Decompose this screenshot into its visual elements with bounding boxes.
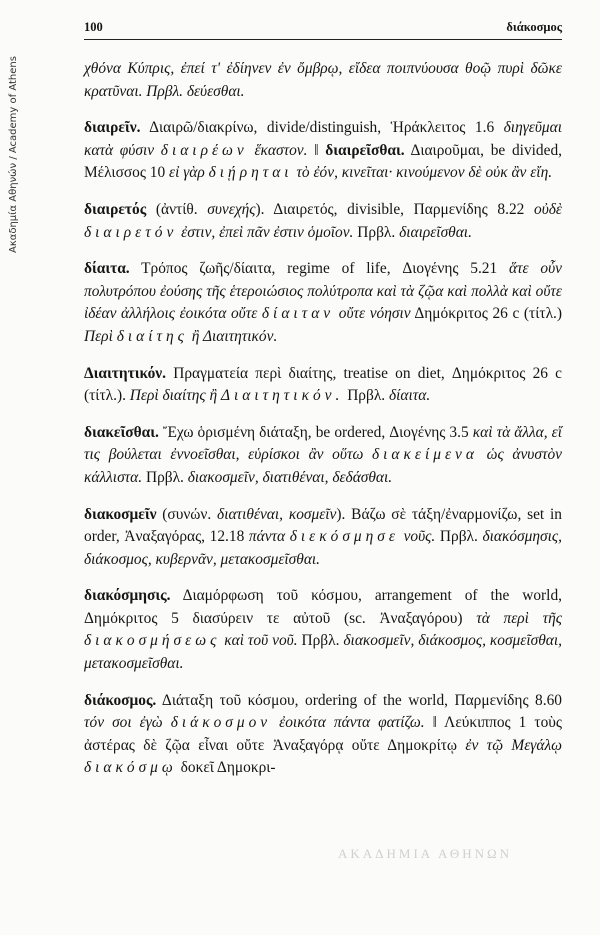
entry-text: Διαμόρφωση τοῦ κόσμου, arrangement of the world, Δημόκριτος 5 διασύρειν τε αὐτοῦ (sc. Ἀναξαγόρου) [84, 587, 562, 627]
entry-spaced-word: διαιρέων [160, 141, 248, 159]
entry-text: Διαιρῶ/διακρίνω, divide/distinguish, [140, 119, 391, 137]
entry-crossref: διακόσμησις, διάκοσμος, κυβερνᾶν, μετακοσμεῖσθαι. [84, 528, 562, 568]
entry-quote: ἅτε οὖν πολυτρόπου ἐούσης τῆς ἑτεροιώσιος πολύτροπα καὶ τὰ ζῷα καὶ πολλὰ καὶ οὔτε ἰδέαν ἀλλήλοις ἐοικότα οὔτε [84, 260, 562, 323]
entry-quote: τόν σοι ἐγὼ [84, 714, 171, 732]
entry-spaced-word: Διαιτητικόν. [220, 387, 344, 405]
continuation-text: χθόνα Κύπρις, ἐπεί τ' ἐδίηνεν ἐν ὄμβρῳ, εἴδεα ποιπνύουσα θοῷ πυρὶ δῶκε κρατῦναι. Πρβλ. δεύεσθαι. [84, 60, 562, 100]
entry-diairein [84, 117, 562, 185]
entry-text: Διάταξη τοῦ κόσμου, ordering of the world, Παρμενίδης 8.60 [156, 691, 562, 709]
entry-quote: ἐοικότα πάντα φατίζω. [271, 714, 425, 732]
entry-diakosmisis [84, 585, 562, 675]
entry-text: Ἔχω ὁρισμένη διάταξη, be ordered, Διογένης 3.5 [158, 423, 473, 441]
entry-lemma: διακεῖσθαι. [84, 423, 159, 441]
entry-spaced-word: διαίτης [116, 327, 188, 345]
entry-lemma: διακόσμησις. [84, 587, 171, 605]
entry-lemma: Διαιτητικόν. [84, 364, 167, 382]
entry-diaita [84, 258, 562, 348]
entry-crossref: διακοσμεῖν, διατιθέναι, δεδάσθαι. [187, 468, 393, 486]
academy-watermark: ΑΚΑΔΗΜΙΑ ΑΘΗΝΩΝ [338, 846, 513, 861]
entry-spaced-word: διακόσμῳ [84, 759, 177, 777]
entry-crossref: δίαιτα. [388, 387, 431, 405]
entry-lemma: διακοσμεῖν [84, 505, 157, 523]
entry-text: (συνών. [156, 505, 218, 523]
entry-quote: καὶ τὰ ἄλλα, εἴ τις βούλεται ἐννοεῖσθαι, εὑρίσκοι ἂν οὕτω [84, 423, 562, 464]
entry-text: δοκεῖ Δημοκρι- [176, 759, 276, 777]
entry-quote: διατιθέναι, κοσμεῖν [217, 505, 337, 523]
entry-quote: τὸ ἐόν, κινεῖται· κινούμενον δὲ οὐκ ἂν εἴη. [292, 164, 553, 182]
entry-lemma: διαιρετός [84, 200, 147, 218]
entry-diakosmein [84, 504, 562, 572]
entry-lemma: δίαιτα. [84, 260, 130, 278]
archive-stamp: Ακαδημία Αθηνών / Academy of Athens [8, 56, 19, 254]
entry-quote: Περὶ [84, 327, 117, 345]
entry-text: Τρόπος ζωῆς/δίαιτα, regime of life, Διογένης 5.21 [129, 260, 509, 278]
entry-quote: ἢ Διαιτητικόν. [187, 327, 278, 345]
entry-quote: Περὶ διαίτης ἢ [129, 387, 221, 405]
entry-quote: τὰ περὶ τῆς [476, 609, 563, 627]
entry-quote: οὐδὲ [534, 200, 562, 218]
entry-quote: διηγεῦμαι κατὰ φύσιν [84, 119, 562, 159]
page-content [84, 58, 562, 780]
entry-diakosmos [84, 690, 562, 780]
dictionary-page [84, 20, 562, 794]
entry-diakeisthai [84, 422, 562, 490]
entry-text: Διαιροῦμαι, be divided, Μέλισσος 10 [84, 141, 562, 182]
entry-text: Πραγματεία περὶ διαίτης, treatise on diet, Δημόκριτος 26 c (τίτλ.). [84, 364, 562, 405]
entry-diairetos [84, 199, 562, 244]
entry-text: (ἀντίθ. [146, 200, 208, 218]
entry-text: ). Διαιρετός, divisible, Παρμενίδης 8.22 [255, 200, 535, 218]
entry-text: Δημόκριτος 26 c (τίτλ.) [410, 305, 562, 323]
running-head: διάκοσμος [506, 20, 562, 34]
entry-quote: εἰ γὰρ [169, 164, 209, 182]
entry-lemma: διάκοσμος. [84, 691, 157, 709]
entry-quote: πάντα [248, 528, 290, 546]
entry-text: Πρβλ. [297, 632, 344, 650]
entry-quote: νοῦς. [398, 528, 436, 546]
page-header [84, 20, 562, 40]
entry-quote: ὡς ἀνυστὸν κάλλιστα. [84, 446, 562, 486]
entry-quote: συνεχής [207, 200, 256, 218]
entry-text: ). Βάζω σὲ τάξη/ἐναρμονίζω, set in order, Ἀναξαγόρας, 12.18 [84, 505, 562, 546]
entry-spaced-word: δίαιταν [261, 305, 335, 323]
entry-quote: καὶ τοῦ νοῦ. [220, 632, 298, 650]
entry-spaced-word: διακοσμήσεως [84, 632, 221, 650]
entry-text: Ἡράκλειτος 1.6 [390, 119, 504, 137]
entry-text: Πρβλ. [343, 387, 389, 405]
entry-separator: ‖ [307, 141, 326, 159]
entry-quote: ἐν τῷ Μεγάλῳ [465, 736, 562, 754]
entry-spaced-word: διεκόσμησε [289, 528, 399, 546]
entry-spaced-word: διαιρετόν [84, 223, 178, 241]
page-number: 100 [84, 20, 103, 34]
entry-text: ‖ Λεύκιππος 1 τοὺς ἀστέρας δὲ ζῷα εἶναι οὔτε Ἀναξαγόρᾳ οὔτε Δημοκρίτῳ [84, 714, 562, 754]
entry-text: Πρβλ. [435, 528, 483, 546]
entry-quote: ἕκαστον. [247, 141, 308, 159]
entry-spaced-word: διακείμενα [372, 446, 478, 464]
entry-diaititikon [84, 363, 562, 408]
entry-text: Πρβλ. [353, 223, 400, 241]
entry-text: Πρβλ. [142, 468, 188, 486]
entry-crossref: διαιρεῖσθαι. [399, 223, 472, 241]
entry-spaced-word: διάκοσμον [170, 714, 272, 732]
entry-spaced-word: διῄρηται [208, 164, 293, 182]
entry-lemma: διαιρεῖν. [84, 119, 141, 137]
entry-crossref: διακοσμεῖν, διάκοσμος, κοσμεῖσθαι, μετακοσμεῖσθαι. [84, 632, 562, 673]
entry-quote: οὔτε νόησιν [334, 305, 411, 323]
entry-quote: ἐστιν, ἐπεὶ πᾶν ἐστιν ὁμοῖον. [177, 223, 354, 241]
entry-sublemma: διαιρεῖσθαι. [325, 141, 405, 159]
